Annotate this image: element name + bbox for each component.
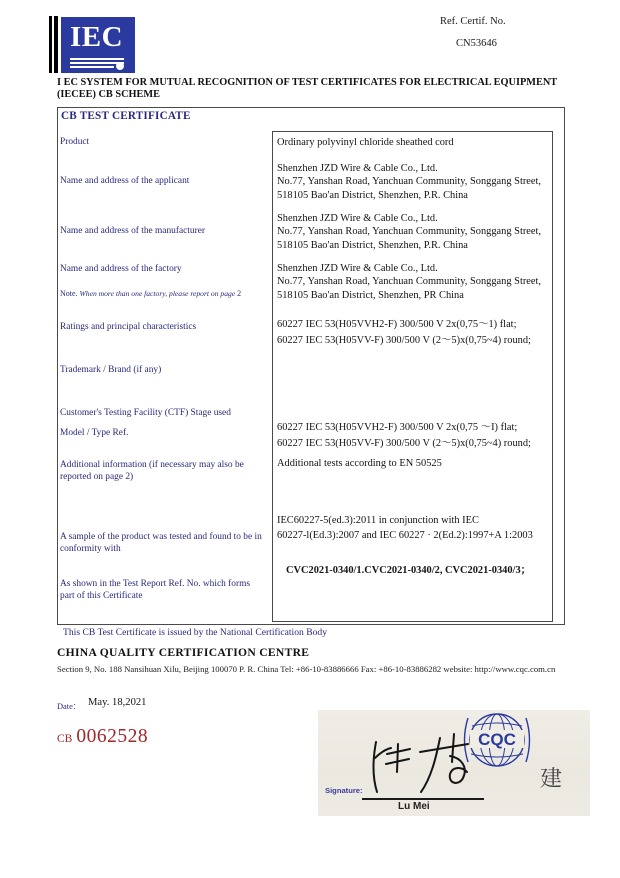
iec-logo-text: IEC <box>70 21 124 53</box>
signature-scan-patch <box>318 710 590 816</box>
label-ratings: Ratings and principal characteristics <box>60 322 197 332</box>
manufacturer-line: Shenzhen JZD Wire & Cable Co., Ltd. <box>277 213 438 224</box>
ratings-line: 60227 IEC 53(H05VV-F) 300/500 V (2〜5)x(0,75~4) round; <box>277 334 531 346</box>
conformity-line: 60227-l(Ed.3):2007 and IEC 60227 · 2(Ed.2):1997+A 1:2003 <box>277 529 533 541</box>
applicant-line: 518105 Bao'an District, Shenzhen, P.R. China <box>277 189 468 201</box>
ratings-line: 60227 IEC 53(H05VVH2-F) 300/500 V 2x(0,75〜1) flat; <box>277 319 517 330</box>
cqc-logo-text: CQC <box>478 730 516 749</box>
label-model-type: Model / Type Ref. <box>60 428 129 438</box>
certification-body-name: CHINA QUALITY CERTIFICATION CENTRE <box>57 646 310 659</box>
ref-certif-value: CN53646 <box>456 38 497 49</box>
cb-prefix: CB <box>57 733 73 745</box>
cb-number: 0062528 <box>76 726 149 747</box>
factory-line: 518105 Bao'an District, Shenzhen, PR China <box>277 289 464 301</box>
factory-note <box>60 283 270 301</box>
iec-logo-stripe <box>70 58 124 60</box>
ref-certif-label: Ref. Certif. No. <box>440 16 506 27</box>
iec-logo-left-bar <box>49 16 52 73</box>
factory-note-body: When more than one factory, please report on page <box>77 289 238 298</box>
factory-note-prefix: Note. <box>60 289 78 298</box>
applicant-line: No.77, Yanshan Road, Yanchuan Community, Songgang Street, <box>277 176 541 188</box>
value-factory <box>277 262 549 302</box>
manufacturer-line: No.77, Yanshan Road, Yanchuan Community, Songgang Street, <box>277 226 541 238</box>
factory-line: Shenzhen JZD Wire & Cable Co., Ltd. <box>277 263 438 274</box>
conformity-line: IEC60227-5(ed.3):2011 in conjunction with IEC <box>277 515 479 526</box>
stamp-character: 建 <box>540 766 563 791</box>
iec-logo <box>61 17 135 73</box>
value-manufacturer <box>277 212 549 252</box>
certificate-value-box <box>272 131 553 622</box>
value-test-report: CVC2021-0340/1.CVC2021-0340/2, CVC2021-0340/3； <box>286 565 532 576</box>
value-conformity <box>277 514 549 543</box>
issued-by-line: This CB Test Certificate is issued by the National Certification Body <box>63 627 328 638</box>
signature-line <box>362 798 484 800</box>
certification-body-address: Section 9, No. 188 Nansihuan Xilu, Beijing 100070 P. R. China Tel: +86-10-83886666 Fax: +86-10-83886282 website: http://www.cqc.com.cn <box>57 664 556 674</box>
handwritten-signature <box>360 728 490 802</box>
iec-logo-stripe <box>70 66 114 68</box>
value-model-type <box>277 420 549 451</box>
date-value: May. 18,2021 <box>88 697 147 708</box>
label-conformity: A sample of the product was tested and found to be in conformity with <box>60 532 262 554</box>
date-label: Date： <box>57 702 82 711</box>
value-ratings <box>277 317 549 348</box>
label-additional-info: Additional information (if necessary may also be reported on page 2) <box>60 460 244 482</box>
label-product: Product <box>60 137 90 147</box>
value-additional-info: Additional tests according to EN 50525 <box>277 458 442 469</box>
value-product: Ordinary polyvinyl chloride sheathed cord <box>277 137 454 148</box>
label-factory: Name and address of the factory <box>60 264 182 274</box>
label-manufacturer: Name and address of the manufacturer <box>60 226 205 236</box>
iec-logo-dot-icon <box>116 62 124 70</box>
cb-number-group <box>57 726 148 748</box>
signature-label: Signature: <box>325 786 363 795</box>
label-test-report: As shown in the Test Report Ref. No. which forms part of this Certificate <box>60 579 251 601</box>
model-line: 60227 IEC 53(H05VVH2-F) 300/500 V 2x(0,75 〜I) flat; <box>277 422 518 433</box>
label-applicant: Name and address of the applicant <box>60 176 190 186</box>
factory-line: No.77, Yanshan Road, Yanchuan Community, Songgang Street, <box>277 276 541 288</box>
label-ctf: Customer's Testing Facility (CTF) Stage used <box>60 408 231 418</box>
applicant-line: Shenzhen JZD Wire & Cable Co., Ltd. <box>277 163 438 174</box>
model-line: 60227 IEC 53(H05VV-F) 300/500 V (2〜5)x(0,75~4) round; <box>277 437 531 449</box>
iec-logo-left-bar-2 <box>54 16 58 73</box>
manufacturer-line: 518105 Bao'an District, Shenzhen, P.R. China <box>277 239 468 251</box>
label-trademark: Trademark / Brand (if any) <box>60 365 162 375</box>
certificate-title: CB TEST CERTIFICATE <box>61 110 191 122</box>
scheme-header-line1: I EC SYSTEM FOR MUTUAL RECOGNITION OF TEST CERTIFICATES FOR ELECTRICAL EQUIPMENT <box>57 77 558 88</box>
value-applicant <box>277 162 549 202</box>
factory-note-page: 2 <box>237 289 242 298</box>
signatory-name: Lu Mei <box>398 801 430 812</box>
scheme-header-line2: (IECEE) CB SCHEME <box>57 89 160 100</box>
